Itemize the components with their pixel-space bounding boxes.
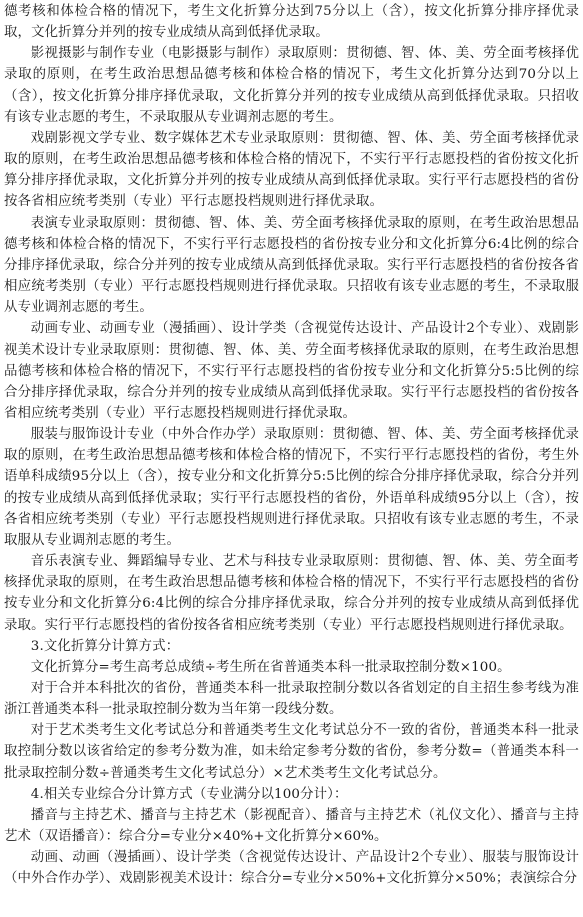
formula-paragraph: 动画、动画（漫插画）、设计学类（含视觉传达设计、产品设计2个专业）、服装与服饰设计（中外合作办学）、戏剧影视美术设计：综合分=专业分×50%+文化折算分×50%；表演综合分 [4,850,579,887]
paragraph: 音乐表演专业、舞蹈编导专业、艺术与科技专业录取原则：贯彻德、智、体、美、劳全面考核择优录取的原则，在考生政治思想品德考核和体检合格的情况下，不实行平行志愿投档的省份按专业分和文化折算分6:4比例的综合分排序择优录取，综合分并列的按专业成绩从高到低择优录取。实行平行志愿投档的省份按各省相应统考类别（专业）平行志愿投档规则进行择优录取。 [4,554,579,633]
paragraph: 动画专业、动画专业（漫插画）、设计学类（含视觉传达设计、产品设计2个专业）、戏剧影视美术设计专业录取原则：贯彻德、智、体、美、劳全面考核择优录取的原则，在考生政治思想品德考核和体检合格的情况下，不实行平行志愿投档的省份按专业分和文化折算分5:5比例的综合分排序择优录取，综合分并列的按专业成绩从高到低择优录取。实行平行志愿投档的省份按各省相应统考类别（专业）平行志愿投档规则进行择优录取。 [4,321,579,421]
document-body [4,1,579,890]
formula-paragraph: 文化折算分=考生高考总成绩÷考生所在省普通类本科一批录取控制分数×100。 [30,659,511,675]
paragraph: 德考核和体检合格的情况下，考生文化折算分达到75分以上（含），按文化折算分排序择优录取，文化折算分并列的按专业成绩从高到低择优录取。 [4,4,579,41]
paragraph: 影视摄影与制作专业（电影摄影与制作）录取原则：贯彻德、智、体、美、劳全面考核择优录取的原则，在考生政治思想品德考核和体检合格的情况下，考生文化折算分达到70分以上（含），按文化折算分排序择优录取，文化折算分并列的按专业成绩从高到低择优录取。只招收有该专业志愿的考生，不录取服从专业调剂志愿的考生。 [4,46,579,125]
paragraph: 戏剧影视文学专业、数字媒体艺术专业录取原则：贯彻德、智、体、美、劳全面考核择优录取的原则，在考生政治思想品德考核和体检合格的情况下，不实行平行志愿投档的省份按文化折算分排序择优录取，文化折算分并列的按专业成绩从高到低择优录取。实行平行志愿投档的省份按各省相应统考类别（专业）平行志愿投档规则进行择优录取。 [4,130,579,210]
section-heading: 4.相关专业综合分计算方式（专业满分以100分计）： [30,786,348,802]
section-heading: 3.文化折算分计算方式： [30,638,180,654]
paragraph: 对于合并本科批次的省份，普通类本科一批录取控制分数以各省划定的自主招生参考线为准浙江普通类本科一批录取控制分数为当年第一段线分数。 [4,681,579,718]
paragraph: 对于艺术类考生文化考试总分和普通类考生文化考试总分不一致的省份，普通类本科一批录取控制分数以该省给定的参考分数为准，如未给定参考分数的省份，参考分数=（普通类本科一批录取控制分数÷普通类考生文化考试总分）×艺术类考生文化考试总分。 [4,723,579,781]
paragraph: 服装与服饰设计专业（中外合作办学）录取原则：贯彻德、智、体、美、劳全面考核择优录取的原则，在考生政治思想品德考核和体检合格的情况下，不实行平行志愿投档的省份，考生外语单科成绩95分以上（含），按专业分和文化折算分5:5比例的综合分排序择优录取，综合分并列的按专业成绩从高到低择优录取；实行平行志愿投档的省份，外语单科成绩95分以上（含），按各省相应统考类别（专业）平行志愿投档规则进行择优录取。只招收有该专业志愿的考生，不录取服从专业调剂志愿的考生。 [4,427,579,548]
formula-paragraph: 播音与主持艺术、播音与主持艺术（影视配音）、播音与主持艺术（礼仪文化）、播音与主持艺术（双语播音）：综合分=专业分×40%+文化折算分×60%。 [4,807,579,845]
paragraph: 表演专业录取原则：贯彻德、智、体、美、劳全面考核择优录取的原则，在考生政治思想品德考核和体检合格的情况下，不实行平行志愿投档的省份按专业分和文化折算分6:4比例的综合分排序择优录取，综合分并列的按专业成绩从高到低择优录取。实行平行志愿投档的省份按各省相应统考类别（专业）平行志愿投档规则进行择优录取。只招收有该专业志愿的考生，不录取服从专业调剂志愿的考生。 [4,215,579,316]
